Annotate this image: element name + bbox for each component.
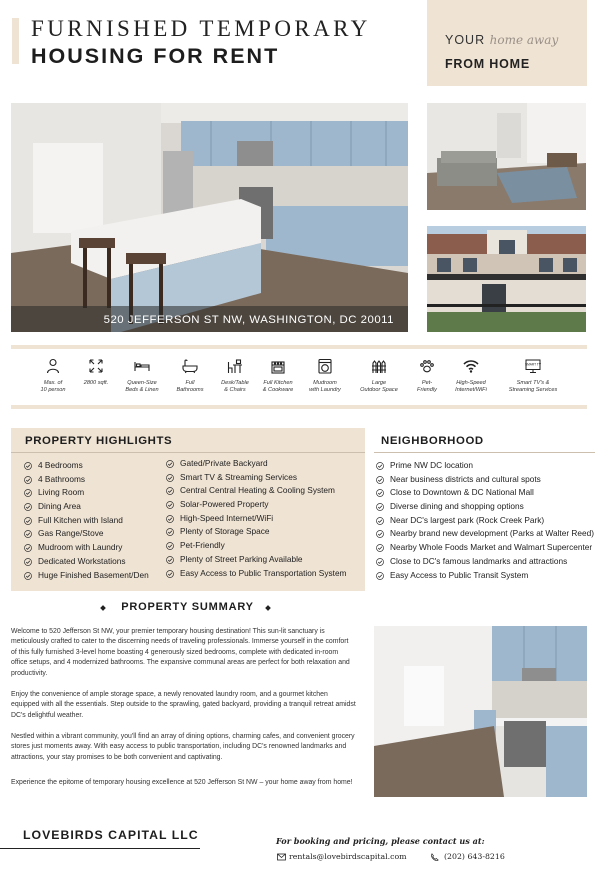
summary-paragraph-3: Nestled within a vibrant community, you'll find an array of dining options, charming cafes, and convenient grocery stores just moments away. With easy access to public transportation, including DC's renowned landmarks and attractions, your stay promises to be both convenient and captivating. xyxy=(11,733,355,761)
check-circle-icon xyxy=(376,558,384,566)
highlight-item xyxy=(166,457,346,471)
check-circle-icon xyxy=(166,474,174,482)
check-circle-icon xyxy=(24,558,32,566)
neighborhood-item xyxy=(376,527,594,541)
check-circle-icon xyxy=(24,462,32,470)
stove-icon xyxy=(270,358,286,374)
neighborhood-item xyxy=(376,486,594,500)
property-address: 520 JEFFERSON ST NW, WASHINGTON, DC 20011 xyxy=(103,314,394,326)
highlight-item-text: Huge Finished Basement/Den xyxy=(38,569,149,580)
tagline-your: YOUR xyxy=(445,33,486,47)
highlight-item xyxy=(166,484,346,498)
phone-number[interactable]: (202) 643-8216 xyxy=(444,852,505,861)
contact-heading: For booking and pricing, please contact us at: xyxy=(276,836,485,846)
phone-icon xyxy=(430,853,439,861)
amenities-bottom-rule xyxy=(11,405,587,409)
neighborhood-item-text: Close to Downtown & DC National Mall xyxy=(390,487,534,498)
highlight-item xyxy=(166,567,346,581)
highlight-item xyxy=(166,512,346,526)
check-circle-icon xyxy=(166,570,174,578)
check-circle-icon xyxy=(376,476,384,484)
neighborhood-item xyxy=(376,500,594,514)
check-circle-icon xyxy=(24,503,32,511)
tagline-box xyxy=(427,0,587,86)
neighborhood-item xyxy=(376,459,594,473)
living-room-image xyxy=(427,103,586,210)
wifi-icon xyxy=(463,358,479,374)
summary-paragraph-4: Experience the epitome of temporary housing excellence at 520 Jefferson St NW – your home away from home! xyxy=(11,779,353,786)
highlight-item xyxy=(166,471,346,485)
check-circle-icon xyxy=(24,489,32,497)
check-circle-icon xyxy=(24,572,32,580)
tagline-from: FROM HOME xyxy=(445,57,530,71)
highlights-list-right xyxy=(166,457,346,580)
check-circle-icon xyxy=(166,501,174,509)
check-circle-icon xyxy=(376,489,384,497)
amenity-label: Mudroom with Laundry xyxy=(309,380,341,393)
kitchen-side-photo xyxy=(374,626,587,797)
highlight-item-text: Gated/Private Backyard xyxy=(180,458,268,468)
highlight-item-text: Dedicated Workstations xyxy=(38,555,126,566)
amenities-top-rule xyxy=(11,345,587,349)
washing-machine-icon xyxy=(317,358,333,374)
bed-icon xyxy=(134,358,150,374)
highlight-item-text: High-Speed Internet/WiFi xyxy=(180,512,274,523)
highlights-rule xyxy=(11,452,365,453)
company-rule xyxy=(0,848,200,849)
check-circle-icon xyxy=(24,476,32,484)
smart-tv-icon xyxy=(525,358,541,374)
highlight-item xyxy=(24,459,149,473)
envelope-icon xyxy=(277,853,286,861)
amenity-smart-tv xyxy=(505,358,561,393)
kitchen-side-image xyxy=(374,626,587,797)
neighborhood-item xyxy=(376,473,594,487)
highlight-item-text: Gas Range/Stove xyxy=(38,528,104,539)
highlight-item xyxy=(24,514,149,528)
title-line-1: FURNISHED TEMPORARY xyxy=(31,16,371,41)
amenity-label: Desk/Table & Chairs xyxy=(221,380,249,393)
neighborhood-item xyxy=(376,541,594,555)
highlight-item xyxy=(24,500,149,514)
highlight-item xyxy=(24,486,149,500)
neighborhood-item-text: Close to DC's famous landmarks and attractions xyxy=(390,555,568,566)
house-exterior-image xyxy=(427,226,586,332)
check-circle-icon xyxy=(166,515,174,523)
highlight-item-text: Plenty of Street Parking Available xyxy=(180,553,303,564)
neighborhood-item xyxy=(376,569,594,583)
highlight-item xyxy=(24,527,149,541)
amenity-label: Pet- Friendly xyxy=(417,380,437,393)
summary-paragraph-1: Welcome to 520 Jefferson St NW, your premier temporary housing destination! This sun-lit sanctuary is meticulously crafted to cater to the discerning needs of traveling professionals. Immerse yourself in the comfort of this fully furnished 3-level home boasting 4 generously sized bedrooms, complete with dedicated in-room office setups, and 4 modernized bathrooms. The expansive communal areas are perfect for both relaxation and productivity. xyxy=(11,628,350,677)
email-link[interactable]: rentals@lovebirdscapital.com xyxy=(289,852,407,861)
highlight-item-text: Dining Area xyxy=(38,501,81,512)
fence-icon xyxy=(371,358,387,374)
amenity-wifi xyxy=(443,358,499,393)
check-circle-icon xyxy=(24,530,32,538)
check-circle-icon xyxy=(166,487,174,495)
amenity-label: Max. of 10 person xyxy=(40,380,66,393)
kitchen-hero-photo xyxy=(11,103,408,332)
highlight-item-text: Solar-Powered Property xyxy=(180,499,269,510)
bathtub-icon xyxy=(182,358,198,374)
check-circle-icon xyxy=(376,530,384,538)
title-accent-bar xyxy=(12,18,19,64)
highlight-item-text: 4 Bathrooms xyxy=(38,473,86,484)
highlight-item-text: Full Kitchen with Island xyxy=(38,514,123,525)
highlight-item-text: Pet-Friendly xyxy=(180,540,225,551)
highlight-item xyxy=(24,555,149,569)
check-circle-icon xyxy=(376,572,384,580)
expand-arrows-icon xyxy=(88,358,104,374)
neighborhood-item xyxy=(376,514,594,528)
company-name: LOVEBIRDS CAPITAL LLC xyxy=(23,828,199,842)
neighborhood-list xyxy=(376,459,594,582)
highlight-item-text: Central Central Heating & Cooling System xyxy=(180,485,335,496)
highlight-item xyxy=(166,525,346,539)
desk-chair-icon xyxy=(227,358,243,374)
neighborhood-item xyxy=(376,555,594,569)
highlight-item-text: Living Room xyxy=(38,487,85,498)
amenity-label: Full Kitchen & Cookware xyxy=(262,380,294,393)
paw-icon xyxy=(419,358,435,374)
amenity-label: Smart TV's & Streaming Services xyxy=(508,380,558,393)
highlight-item xyxy=(166,498,346,512)
summary-paragraph-2: Enjoy the convenience of ample storage space, a newly renovated laundry room, and a gourmet kitchen equipped with all the essentials. Step outside to the sprawling, gated backyard, providing a tranquil retreat amidst DC's delightful weather. xyxy=(11,691,356,719)
house-exterior-photo xyxy=(427,226,586,332)
neighborhood-item-text: Near DC's largest park (Rock Creek Park) xyxy=(390,514,545,525)
neighborhood-item-text: Diverse dining and shopping options xyxy=(390,501,524,512)
amenity-label: Full Bathrooms xyxy=(176,380,204,393)
amenity-label: High-Speed Internet/WiFi xyxy=(455,380,487,393)
highlights-title: PROPERTY HIGHLIGHTS xyxy=(25,435,173,447)
neighborhood-item-text: Prime NW DC location xyxy=(390,460,473,470)
highlight-item-text: Plenty of Storage Space xyxy=(180,526,270,537)
check-circle-icon xyxy=(166,542,174,550)
highlight-item xyxy=(166,539,346,553)
title-line-2: HOUSING FOR RENT xyxy=(31,44,280,68)
check-circle-icon xyxy=(376,503,384,511)
neighborhood-title: NEIGHBORHOOD xyxy=(381,435,484,447)
amenity-label: Large Outdoor Space xyxy=(360,380,398,393)
highlights-list-left xyxy=(24,459,149,582)
kitchen-hero-image xyxy=(11,103,408,332)
amenity-laundry xyxy=(297,358,353,393)
person-icon xyxy=(45,358,61,374)
highlight-item xyxy=(166,553,346,567)
check-circle-icon xyxy=(166,460,174,468)
tv-icon-text: SMART TV xyxy=(525,362,541,367)
amenity-label: Queen-Size Beds & Linen xyxy=(125,380,159,393)
amenity-label: 2800 sqft. xyxy=(83,380,109,386)
neighborhood-item-text: Easy Access to Public Transit System xyxy=(390,569,529,580)
check-circle-icon xyxy=(166,528,174,536)
highlight-item xyxy=(24,541,149,555)
check-circle-icon xyxy=(166,556,174,564)
highlight-item xyxy=(24,473,149,487)
summary-title: PROPERTY SUMMARY xyxy=(121,601,254,613)
check-circle-icon xyxy=(376,517,384,525)
check-circle-icon xyxy=(376,462,384,470)
check-circle-icon xyxy=(376,544,384,552)
neighborhood-item-text: Near business districts and cultural spots xyxy=(390,473,541,484)
living-room-photo xyxy=(427,103,586,210)
check-circle-icon xyxy=(24,517,32,525)
highlight-item xyxy=(24,569,149,583)
tagline-top xyxy=(445,33,558,47)
highlight-item-text: Mudroom with Laundry xyxy=(38,542,123,553)
tagline-script: home away xyxy=(489,33,559,47)
neighborhood-rule xyxy=(374,452,595,453)
highlight-item-text: Easy Access to Public Transportation System xyxy=(180,567,347,578)
neighborhood-item-text: Nearby brand new development (Parks at Walter Reed) xyxy=(390,528,594,539)
highlight-item-text: 4 Bedrooms xyxy=(38,460,83,470)
highlight-item-text: Smart TV & Streaming Services xyxy=(180,471,297,482)
neighborhood-item-text: Nearby Whole Foods Market and Walmart Supercenter xyxy=(390,542,593,553)
check-circle-icon xyxy=(24,544,32,552)
